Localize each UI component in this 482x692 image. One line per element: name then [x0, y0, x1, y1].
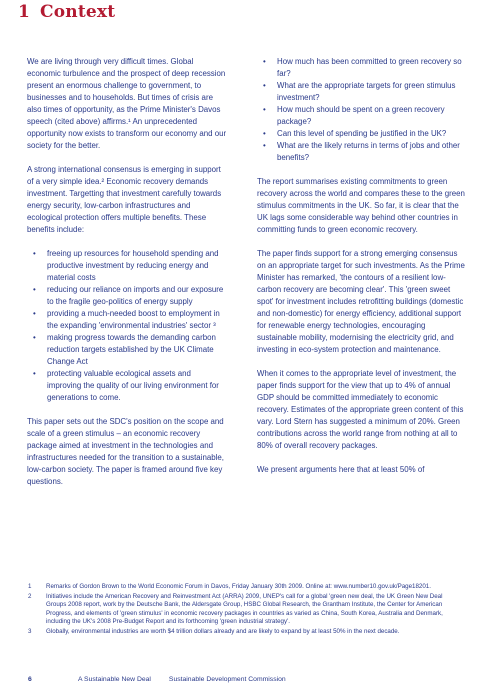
list-item: • protecting valuable ecological assets and improving the quality of our living environment for generations to come.	[27, 368, 227, 404]
list-item: • How much has been committed to green recovery so far?	[257, 56, 465, 80]
paragraph: A strong international consensus is emerging in support of a very simple idea.² Economic recovery demands investment. Targetting that investment carefully towards energy security, low-carbon infrastructures and ecological protection offers multiple benefits. These benefits include:	[27, 165, 222, 234]
list-item: • What are the likely returns in terms of jobs and other benefits?	[257, 140, 465, 164]
paragraph: The paper finds support for a strong emerging consensus on an appropriate target for such investments. As the Prime Minister has remarked, 'the contours of a resilient low-carbon recovery are becoming clear'. This 'green sweet spot' for investment includes retrofitting buildings (domestic and non-domestic) for energy efficiency, additional support for renewable energy technologies, encouraging sustainable mobility, modernising the electricity grid, and investing in eco-system protection and maintenance.	[257, 249, 465, 354]
organisation-name: Sustainable Development Commission	[168, 676, 286, 683]
section-heading	[18, 2, 115, 22]
footnote-text: Globally, environmental industries are worth $4 trillion dollars already and are likely to expand by at least 50% in the next decade.	[46, 627, 400, 635]
page-footer	[28, 676, 286, 683]
footnote	[28, 593, 448, 627]
list-item: • Can this level of spending be justified in the UK?	[257, 128, 465, 140]
paragraph: When it comes to the appropriate level of investment, the paper finds support for the view that up to 4% of annual GDP should be committed immediately to economic recovery. Estimates of the appropriate green content of this vary. Lord Stern has suggested a minimum of 20%. Green contributions across the world range from nothing at all to 80% of overall recovery packages.	[257, 369, 464, 450]
section-number: 1	[18, 2, 31, 22]
paragraph: We are living through very difficult times. Global economic turbulence and the prospect of deep recession present an enormous challenge to government, to businesses and to households. But times of crisis are also times of opportunity, as the Prime Minister's Davos speech (cited above) affirms.¹ An unprecedented opportunity now exists to transform our economy and our society for the better.	[27, 57, 227, 150]
questions-list	[257, 56, 465, 164]
list-item: • freeing up resources for household spending and productive investment by reducing energy and material costs	[27, 248, 227, 284]
footnote-number: 3	[28, 627, 32, 635]
paragraph: The report summarises existing commitments to green recovery across the world and compares these to the green stimulus commitments in the UK. So far, it is clear that the UK lags some considerable way behind other countries in committing funds to green economic recovery.	[257, 177, 465, 234]
paragraph: This paper sets out the SDC's position on the scope and scale of a green stimulus – an economic recovery package aimed at investment in the technologies and infrastructures needed for the transition to a sustainable, low-carbon society. The paper is framed around five key questions.	[27, 417, 224, 486]
footnote-number: 2	[28, 592, 32, 600]
footnote	[28, 628, 448, 637]
list-item: • providing a much-needed boost to employment in the expanding 'environmental industries' sector ³	[27, 308, 227, 332]
paragraph: We present arguments here that at least 50% of	[257, 465, 425, 474]
section-title: Context	[40, 2, 116, 22]
right-column	[257, 56, 465, 488]
list-item: • What are the appropriate targets for green stimulus investment?	[257, 80, 465, 104]
left-column	[27, 56, 227, 500]
benefits-list	[27, 248, 227, 404]
page-number: 6	[28, 676, 32, 683]
footnote	[28, 583, 448, 592]
list-item: • How much should be spent on a green recovery package?	[257, 104, 465, 128]
footnote-number: 1	[28, 583, 32, 590]
document-title: A Sustainable New Deal	[78, 676, 151, 683]
list-item: • reducing our reliance on imports and our exposure to the fragile geo-politics of energy supply	[27, 284, 227, 308]
footnotes	[28, 583, 448, 637]
footnote-text: Remarks of Gordon Brown to the World Economic Forum in Davos, Friday January 30th 2009. Online at: www.number10.gov.uk/Page18201.	[46, 583, 431, 590]
list-item: • making progress towards the demanding carbon reduction targets established by the UK Climate Change Act	[27, 332, 227, 368]
footnote-text: Initiatives include the American Recovery and Reinvestment Act (ARRA) 2009, UNEP's call for a global 'green new deal, the UK Green New Deal Groups 2008 report, work by the Deutsche Bank, the Aldersgate Group, HSBC Global Research, the Grantham Institute, the Center for American Progress, and elements of 'green stimulus' in economic recovery packages in countries as varied as China, South Korea, Australia and Denmark, including the UK's 2008 Pre-Budget Report and its forthcoming 'green industrial strategy'.	[46, 592, 443, 625]
